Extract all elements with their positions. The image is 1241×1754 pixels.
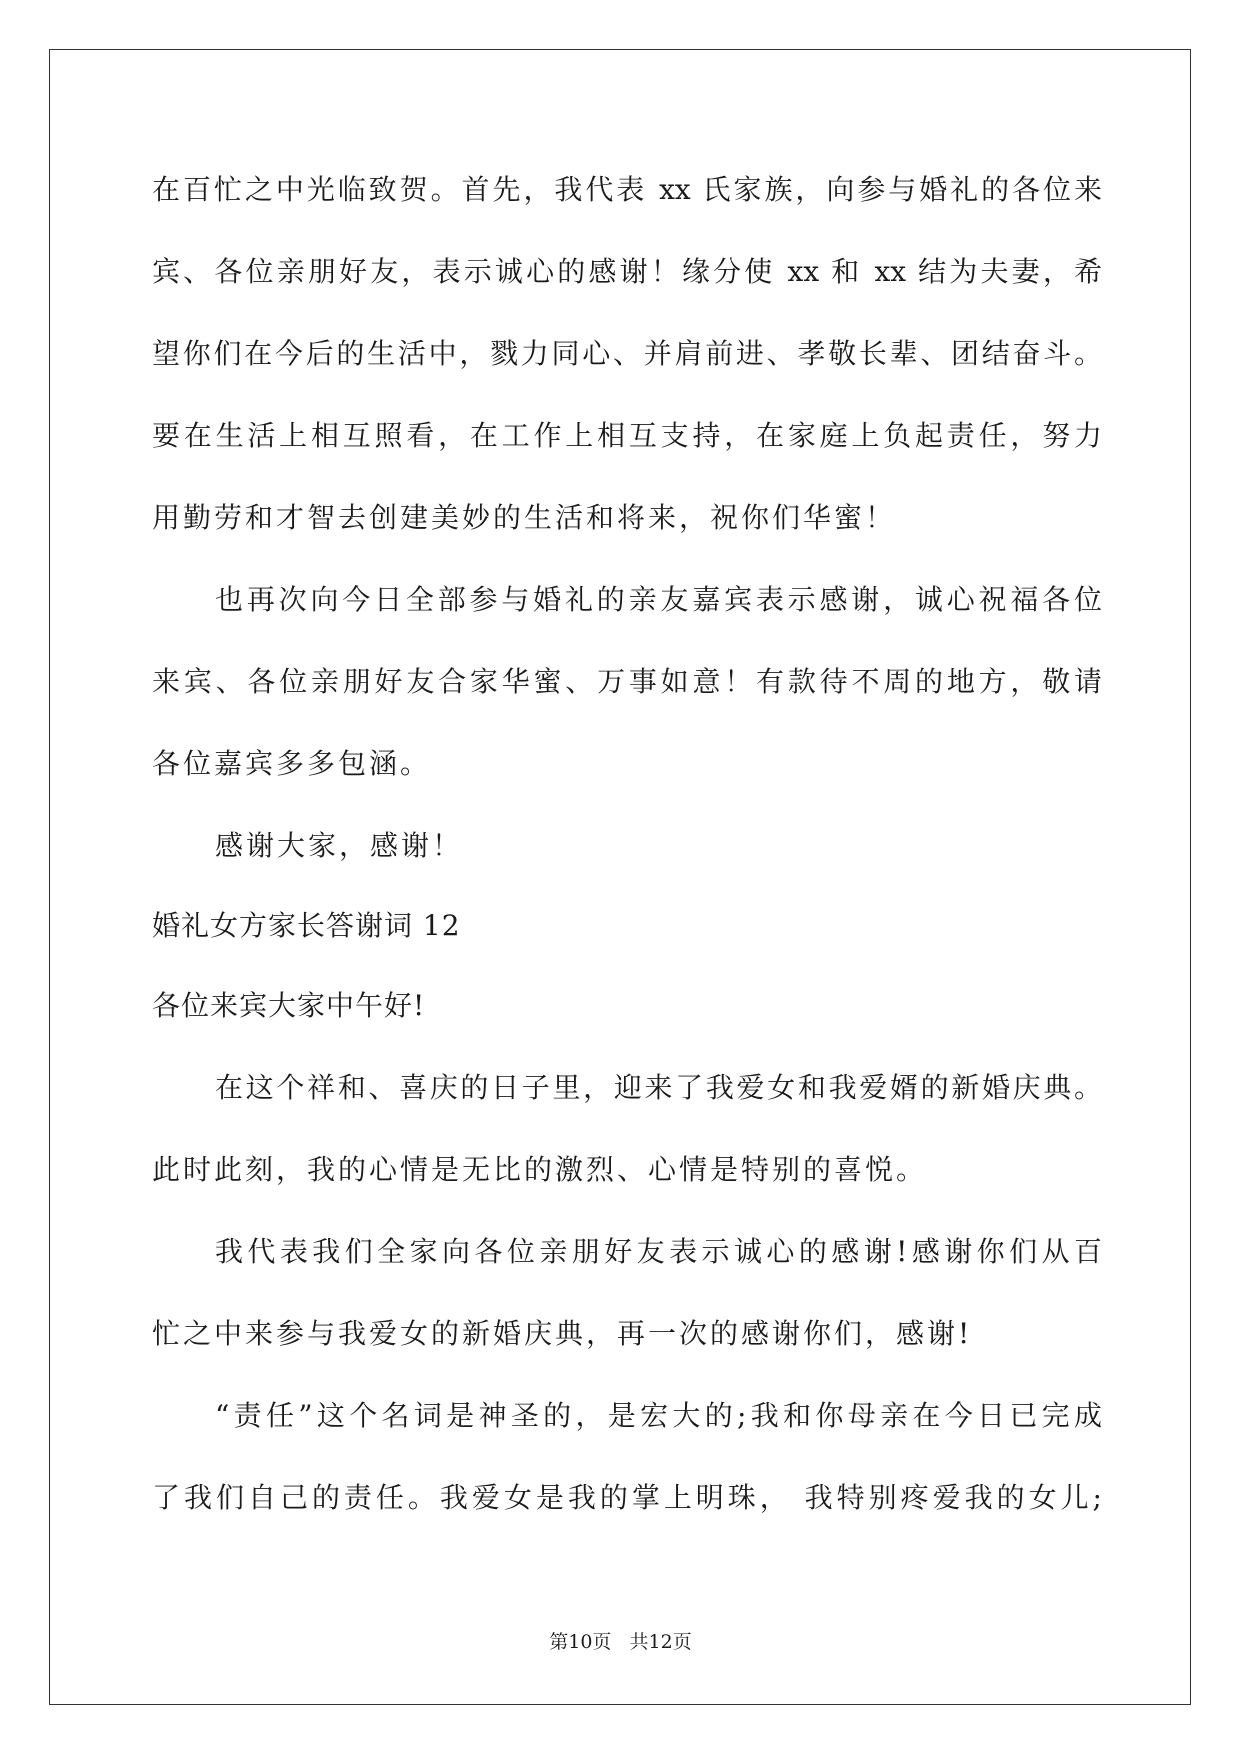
salutation: 各位来宾大家中午好! xyxy=(152,989,426,1022)
body-line: 来宾、各位亲朋好友合家华蜜、万事如意！有款待不周的地方，敬请 xyxy=(152,665,1102,698)
body-line: 我代表我们全家向各位亲朋好友表示诚心的感谢!感谢你们从百 xyxy=(215,1235,1102,1268)
body-line: 了我们自己的责任。我爱女是我的掌上明珠， 我特别疼爱我的女儿; xyxy=(152,1481,1102,1514)
body-line: 望你们在今后的生活中，戮力同心、并肩前进、孝敬长辈、团结奋斗。 xyxy=(152,337,1102,370)
body-line: “责任”这个名词是神圣的，是宏大的;我和你母亲在今日已完成 xyxy=(215,1399,1102,1432)
body-line: 忙之中来参与我爱女的新婚庆典，再一次的感谢你们，感谢! xyxy=(152,1317,973,1350)
body-line: 感谢大家，感谢！ xyxy=(215,829,464,862)
body-line: 此时此刻，我的心情是无比的激烈、心情是特别的喜悦。 xyxy=(152,1153,928,1186)
page-border xyxy=(49,49,1191,1705)
page-number-footer: 第10页 共12页 xyxy=(549,1631,692,1653)
body-line: 也再次向今日全部参与婚礼的亲友嘉宾表示感谢，诚心祝福各位 xyxy=(215,583,1102,616)
body-line: 在百忙之中光临致贺。首先，我代表 xx 氏家族，向参与婚礼的各位来 xyxy=(152,173,1102,206)
body-line: 在这个祥和、喜庆的日子里，迎来了我爱女和我爱婿的新婚庆典。 xyxy=(215,1071,1102,1104)
body-line: 要在生活上相互照看，在工作上相互支持，在家庭上负起责任，努力 xyxy=(152,419,1102,452)
body-line: 各位嘉宾多多包涵。 xyxy=(152,747,432,780)
body-line: 用勤劳和才智去创建美妙的生活和将来，祝你们华蜜！ xyxy=(152,501,897,534)
section-heading: 婚礼女方家长答谢词 12 xyxy=(152,909,461,942)
body-line: 宾、各位亲朋好友，表示诚心的感谢！缘分使 xx 和 xx 结为夫妻，希 xyxy=(152,255,1102,288)
